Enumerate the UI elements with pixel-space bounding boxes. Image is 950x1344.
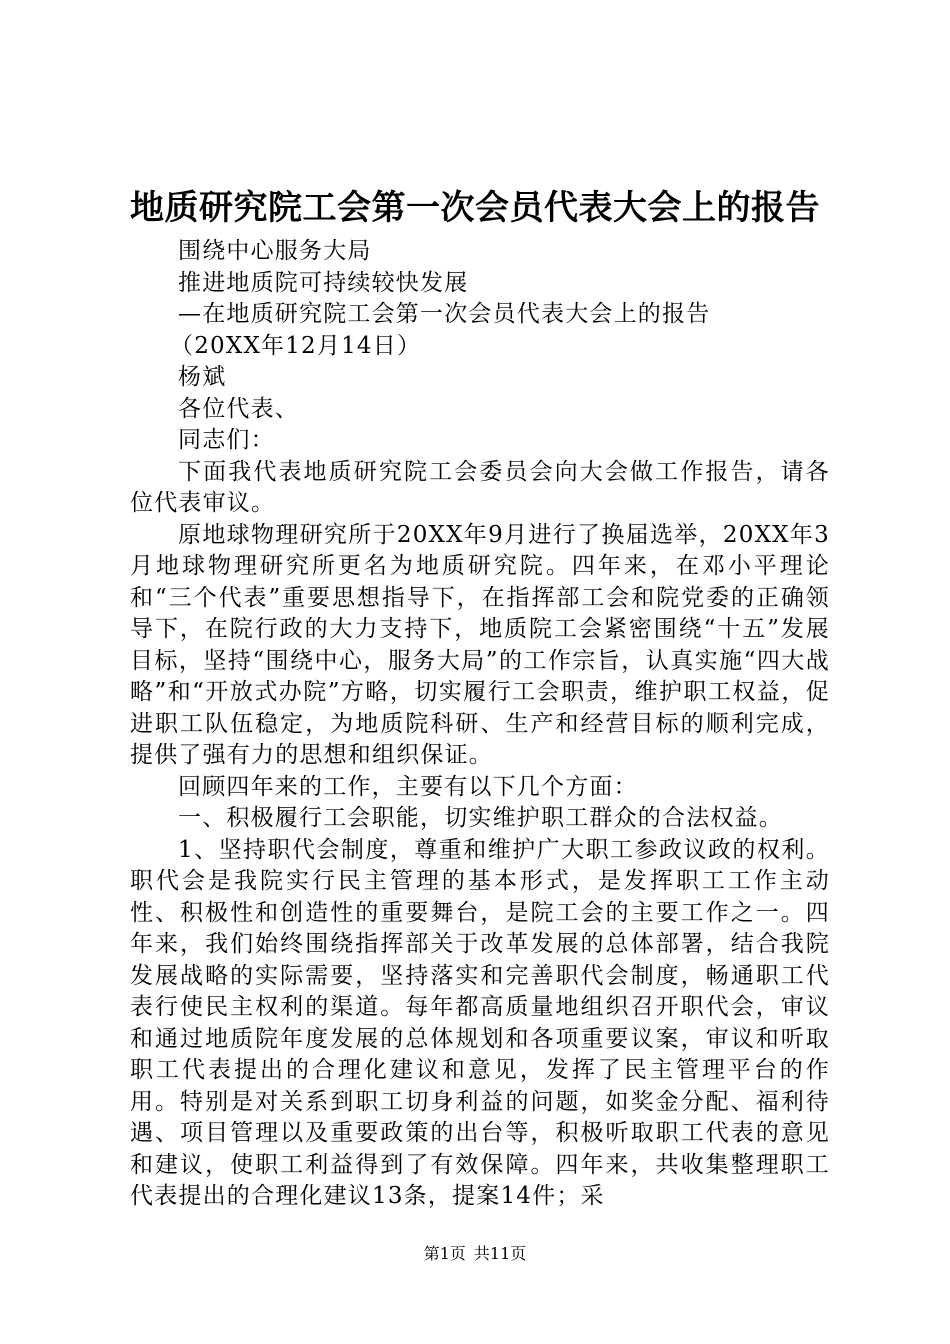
section-heading-1: 一、积极履行工会职能，切实维护职工群众的合法权益。 [178, 805, 783, 831]
paragraph-intro: 下面我代表地质研究院工会委员会向大会做工作报告，请各位代表审议。 [130, 458, 830, 516]
paragraph-background: 原地球物理研究所于20XX年9月进行了换届选举，20XX年3月地球物理研究所更名为地质研究院。四年来，在邓小平理论和“三个代表”重要思想指导下，在指挥部工会和院党委的正确领导下，在院行政的大力支持下，地质院工会紧密围绕“十五”发展目标，坚持“围绕中心，服务大局”的工作宗旨，认真实施“四大战略”和“开放式办院”方略，切实履行工会职责，维护职工权益，促进职工队伍稳定，为地质院科研、生产和经营目标的顺利完成，提供了强有力的思想和组织保证。 [130, 521, 830, 768]
salutation-line-1: 各位代表、 [178, 395, 299, 422]
report-date: （20XX年12月14日） [170, 332, 422, 359]
paragraph-item-1: 1、坚持职代会制度，尊重和维护广大职工参政议政的权利。职代会是我院实行民主管理的基本形式，是发挥职工工作主动性、积极性和创造性的重要舞台，是院工会的主要工作之一。四年来，我们始终围绕指挥部关于改革发展的总体部署，结合我院发展战略的实际需要，坚持落实和完善职代会制度，畅通职工代表行使民主权利的渠道。每年都高质量地组织召开职代会，审议和通过地质院年度发展的总体规划和各项重要议案，审议和听取职工代表提出的合理化建议和意见，发挥了民主管理平台的作用。特别是对关系到职工切身利益的问题，如奖金分配、福利待遇、项目管理以及重要政策的出台等，积极听取职工代表的意见和建议，使职工利益得到了有效保障。四年来，共收集整理职工代表提出的合理化建议13条，提案14件；采 [130, 836, 830, 1209]
salutation-line-2: 同志们： [178, 427, 275, 453]
subtitle-line-3: —在地质研究院工会第一次会员代表大会上的报告 [178, 301, 711, 327]
page-footer [0, 1244, 950, 1264]
paragraph-review: 回顾四年来的工作，主要有以下几个方面： [178, 773, 638, 800]
subtitle-line-1: 围绕中心服务大局 [178, 238, 372, 264]
subtitle-line-2: 推进地质院可持续较快发展 [178, 269, 469, 296]
author-name: 杨斌 [178, 364, 227, 390]
page-number: 第1页 [423, 1244, 466, 1263]
document-title: 地质研究院工会第一次会员代表大会上的报告 [130, 188, 820, 228]
document-body [130, 236, 830, 1213]
page-total: 共11页 [473, 1244, 527, 1263]
